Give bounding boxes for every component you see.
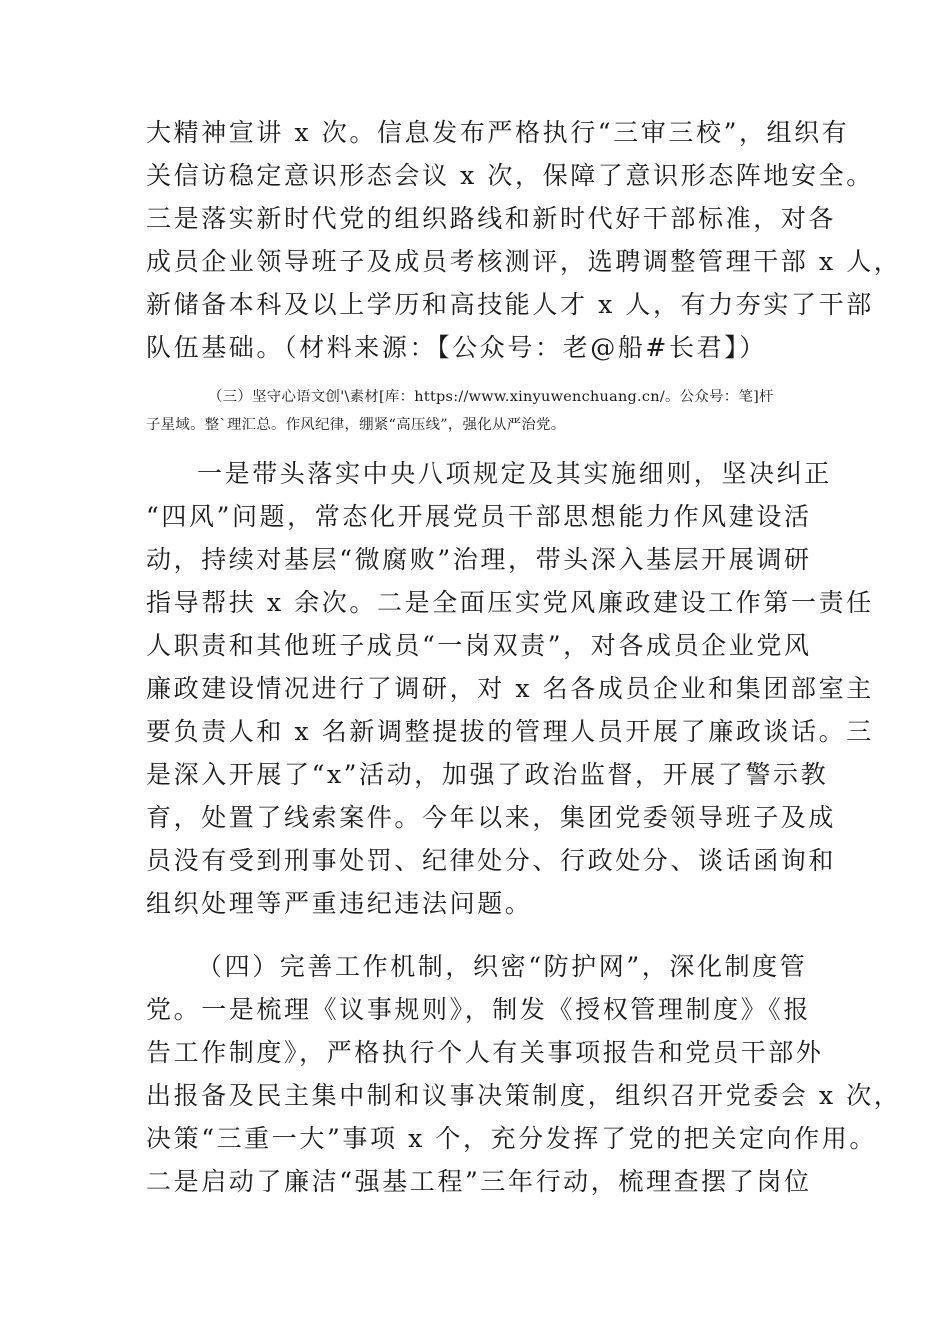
text-line: 成员企业领导班子及成员考核测评，选聘调整管理干部 x 人，: [146, 247, 902, 276]
text-line: 关信访稳定意识形态会议 x 次，保障了意识形态阵地安全。: [146, 161, 874, 190]
text-line: “四风”问题，常态化开展党员干部思想能力作风建设活: [146, 502, 812, 531]
text-line: 是深入开展了“x”活动，加强了政治监督，开展了警示教: [146, 760, 829, 789]
paragraph-ideology-work: [146, 111, 902, 369]
text-line: 员没有受到刑事处罚、纪律处分、行政处分、谈话函询和: [146, 846, 837, 875]
text-line: 二是启动了廉洁“强基工程”三年行动，梳理查摆了岗位: [146, 1167, 812, 1196]
text-line: 育，处置了线索案件。今年以来，集团党委领导班子及成: [146, 803, 837, 832]
text-line: 人职责和其他班子成员“一岗双责”，对各成员企业党风: [146, 631, 812, 660]
text-line: 要负责人和 x 名新调整提拔的管理人员开展了廉政谈话。三: [146, 717, 874, 746]
text-line: 组织处理等严重违纪违法问题。: [146, 889, 533, 918]
text-line: 新储备本科及以上学历和高技能人才 x 人，有力夯实了干部: [146, 290, 874, 319]
text-line: 出报备及民主集中制和议事决策制度，组织召开党委会 x 次，: [146, 1081, 902, 1110]
paragraph-institution-work: [146, 945, 902, 1203]
section-heading-three: [146, 383, 814, 439]
paragraph-discipline-work: [146, 452, 874, 925]
section-heading-line: 子星域。整`理汇总。作风纪律，绷紧“高压线”，强化从严治党。: [146, 417, 566, 433]
text-line: 告工作制度》，严格执行个人有关事项报告和党员干部外: [146, 1038, 824, 1067]
section-heading-line: （三）坚守心语文创'\素材[库：https://www.xinyuwenchuang.cn/。公众号：笔]杆: [208, 389, 774, 405]
text-line: 决策“三重一大”事项 x 个，充分发挥了党的把关定向作用。: [146, 1124, 877, 1153]
text-line: 大精神宣讲 x 次。信息发布严格执行“三审三校”，组织有: [146, 118, 850, 147]
text-line: （四）完善工作机制，织密“防护网”，深化制度管: [197, 952, 808, 981]
text-line: 队伍基础。（材料来源：【公众号：老@船#长君】）: [146, 333, 767, 362]
text-line: 一是带头落实中央八项规定及其实施细则，坚决纠正: [197, 459, 832, 488]
text-line: 三是落实新时代党的组织路线和新时代好干部标准，对各: [146, 204, 837, 233]
text-line: 廉政建设情况进行了调研，对 x 名各成员企业和集团部室主: [146, 674, 874, 703]
text-line: 动，持续对基层“微腐败”治理，带头深入基层开展调研: [146, 545, 812, 574]
text-line: 党。一是梳理《议事规则》，制发《授权管理制度》《报: [146, 995, 812, 1024]
text-line: 指导帮扶 x 余次。二是全面压实党风廉政建设工作第一责任: [146, 588, 874, 617]
